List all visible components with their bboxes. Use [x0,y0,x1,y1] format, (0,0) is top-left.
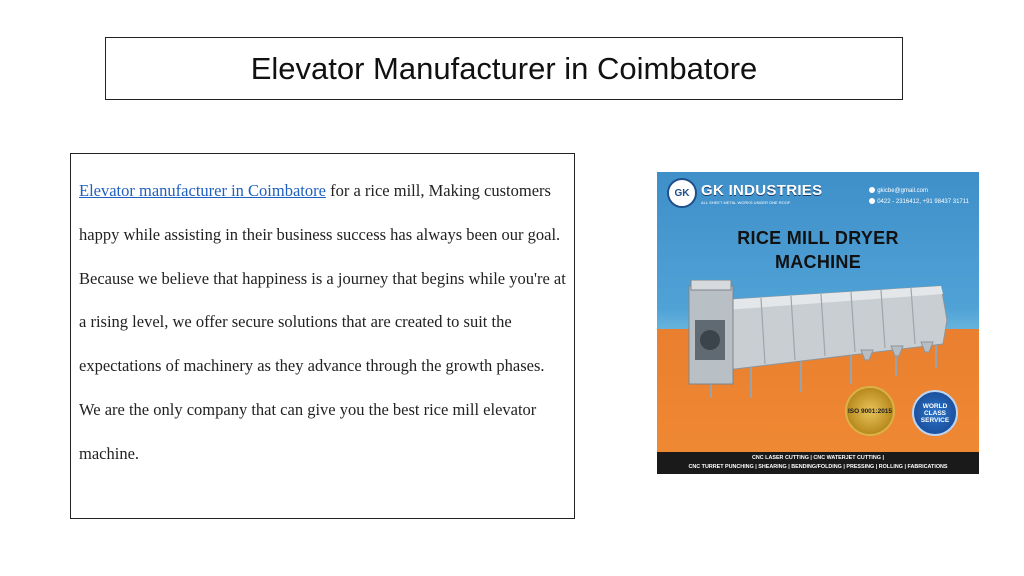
body-text: for a rice mill, Making customers happy while assisting in their business success has always been our goal. Because we believe that happiness is a journey that begins while you're at a rising level, we offer secure solutions that are created to suit the expectations of machinery as they advance through the growth phases. We are the only company that can give you the best rice mill elevator machine. [79,181,566,463]
body-paragraph [79,169,566,476]
page-title: Elevator Manufacturer in Coimbatore [250,50,758,86]
badge-world-text: WORLD CLASS SERVICE [920,402,950,424]
poster-headline-line1: RICE MILL DRYER [737,228,899,248]
elevator-manufacturer-link[interactable]: Elevator manufacturer in Coimbatore [79,181,326,200]
poster-phone: 0422 - 2316412, +91 98437 31711 [877,199,969,205]
services-line2: CNC TURRET PUNCHING | SHEARING | BENDING/FOLDING | PRESSING | ROLLING | FABRICATIONS [688,464,948,470]
poster-services-strip [657,452,979,474]
poster-headline-line2: MACHINE [774,252,862,272]
title-box [105,37,903,100]
poster-header [657,172,979,214]
gk-logo-icon [667,178,697,208]
logo-initials: GK [674,187,690,199]
poster-brand-tagline: ALL SHEET METAL WORKS UNDER ONE ROOF [701,200,791,205]
world-class-service-badge [912,390,958,436]
poster-email: gkicbe@gmail.com [877,188,928,194]
poster-contact [869,186,969,208]
services-line1: CNC LASER CUTTING | CNC WATERJET CUTTING | [752,455,884,461]
badge-iso-text: ISO 9001:2015 [847,407,893,415]
poster-headline [657,226,979,274]
phone-icon [869,198,875,204]
product-poster-image [657,172,979,474]
email-icon [869,187,875,193]
iso-certified-badge [845,386,895,436]
poster-brand: GK INDUSTRIES [701,182,823,199]
dryer-machine-illustration [681,280,951,400]
content-box [70,153,575,519]
